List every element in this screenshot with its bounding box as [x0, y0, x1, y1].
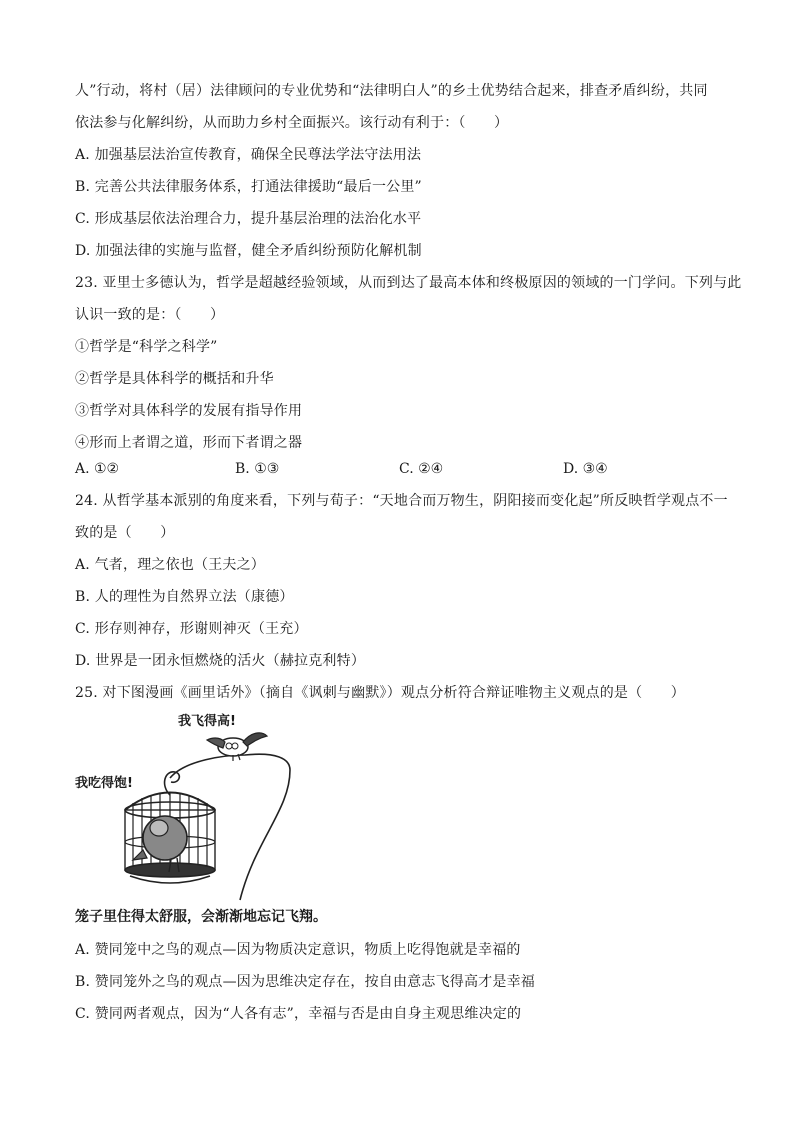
q24-stem-line2: 致的是（ ） — [75, 525, 175, 541]
q23-statement-1: ①哲学是“科学之科学” — [75, 339, 218, 355]
q25-stem: 25. 对下图漫画《画里话外》（摘自《讽刺与幽默》）观点分析符合辩证唯物主义观点的是（ ） — [75, 685, 685, 701]
q23-choice-a[interactable]: A. ①② — [75, 461, 120, 477]
cartoon-figure — [75, 700, 375, 920]
q23-stem-line2: 认识一致的是：（ ） — [75, 307, 225, 323]
q23-stem-line1: 23. 亚里士多德认为，哲学是超越经验领域，从而到达了最高本体和终极原因的领域的一门学问。下列与此 — [75, 275, 742, 291]
q23-statement-2: ②哲学是具体科学的概括和升华 — [75, 371, 274, 387]
outside-bird-speech: 我飞得高! — [178, 714, 236, 729]
q24-option-b[interactable]: B. 人的理性为自然界立法（康德） — [75, 589, 294, 605]
q24-stem-line1: 24. 从哲学基本派别的角度来看，下列与荀子：“天地合而万物生，阴阳接而变化起”所反映哲学观点不一 — [75, 493, 728, 509]
q22-option-b[interactable]: B. 完善公共法律服务体系，打通法律援助“最后一公里” — [75, 179, 422, 195]
q24-option-a[interactable]: A. 气者，理之依也（王夫之） — [75, 557, 266, 573]
q23-statement-4: ④形而上者谓之道，形而下者谓之器 — [75, 435, 303, 451]
q25-option-c[interactable]: C. 赞同两者观点，因为“人各有志”，幸福与否是由自身主观思维决定的 — [75, 1006, 522, 1022]
q23-choice-b[interactable]: B. ①③ — [235, 461, 280, 477]
q24-option-c[interactable]: C. 形存则神存，形谢则神灭（王充） — [75, 621, 308, 637]
q22-option-c[interactable]: C. 形成基层依法治理合力，提升基层治理的法治化水平 — [75, 211, 422, 227]
cartoon-caption: 笼子里住得太舒服，会渐渐地忘记飞翔。 — [75, 909, 327, 925]
q22-stem-line1: 人”行动，将村（居）法律顾问的专业优势和“法律明白人”的乡土优势结合起来，排查矛盾纠纷，共同 — [75, 83, 708, 99]
q22-stem-line2: 依法参与化解纠纷，从而助力乡村全面振兴。该行动有利于：（ ） — [75, 115, 509, 131]
q25-option-b[interactable]: B. 赞同笼外之鸟的观点—因为思维决定存在，按自由意志飞得高才是幸福 — [75, 974, 535, 990]
q23-choice-d[interactable]: D. ③④ — [563, 461, 608, 477]
tether-string — [170, 754, 290, 900]
cartoon-drawing — [75, 700, 375, 920]
q23-statement-3: ③哲学对具体科学的发展有指导作用 — [75, 403, 303, 419]
q23-choice-row — [75, 459, 715, 479]
q25-option-a[interactable]: A. 赞同笼中之鸟的观点—因为物质决定意识，物质上吃得饱就是幸福的 — [75, 942, 521, 958]
q22-option-a[interactable]: A. 加强基层法治宣传教育，确保全民尊法学法守法用法 — [75, 147, 422, 163]
q24-option-d[interactable]: D. 世界是一团永恒燃烧的活火（赫拉克利特） — [75, 653, 366, 669]
q22-option-d[interactable]: D. 加强法律的实施与监督，健全矛盾纠纷预防化解机制 — [75, 243, 422, 259]
inside-bird-speech: 我吃得饱! — [75, 776, 133, 791]
q23-choice-c[interactable]: C. ②④ — [399, 461, 444, 477]
